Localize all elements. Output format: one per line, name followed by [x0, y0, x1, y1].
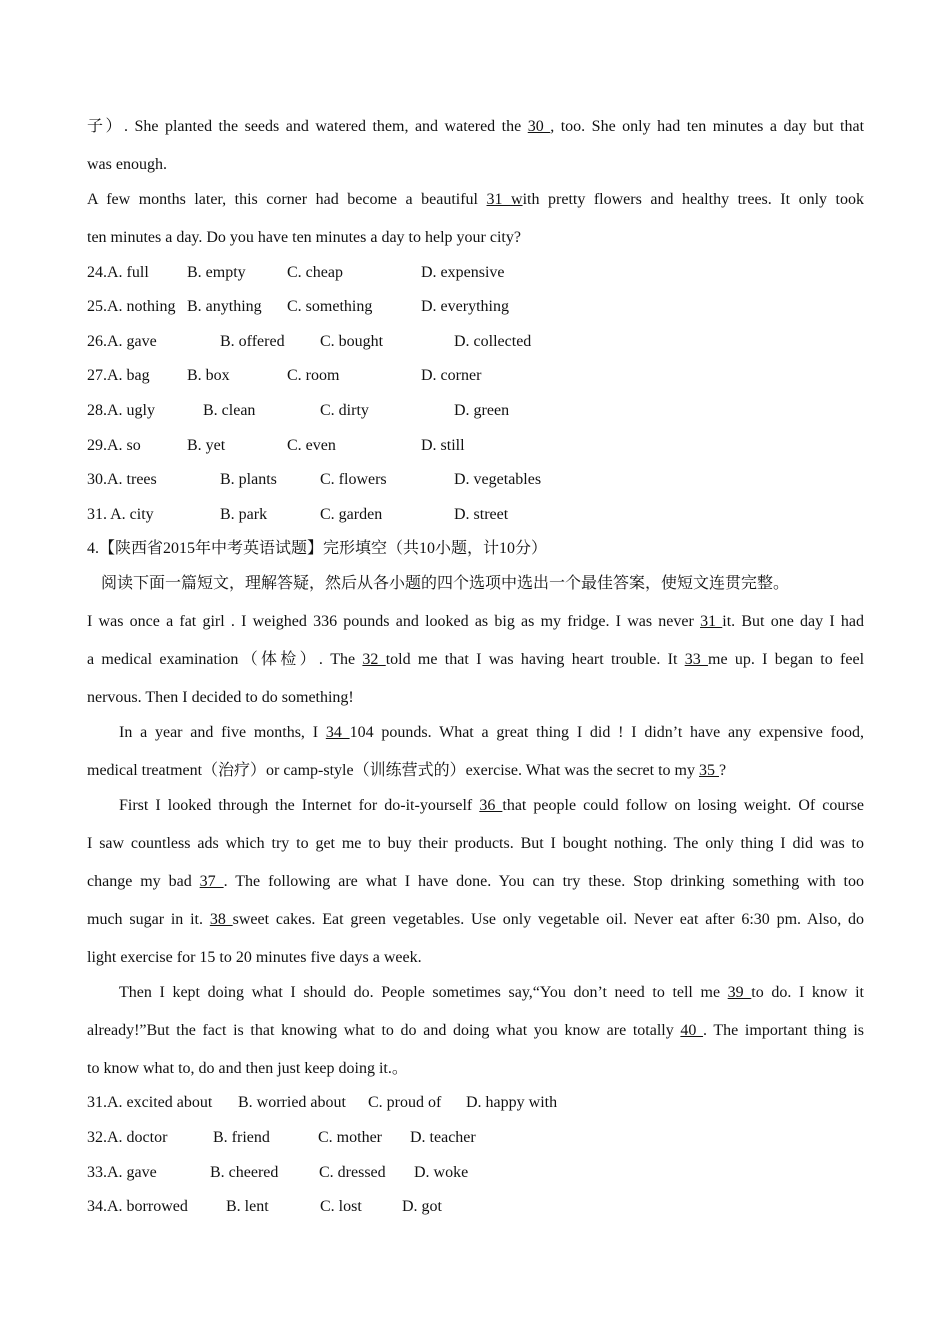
- option-c: C. cheap: [287, 264, 343, 281]
- option-c: C. dirty: [320, 402, 369, 419]
- option-a: 28.A. ugly: [87, 402, 155, 419]
- option-b: B. lent: [226, 1198, 269, 1215]
- passage2-line: [119, 983, 864, 1003]
- option-b: B. empty: [187, 264, 246, 281]
- section-instruction: 阅读下面一篇短文，理解答疑，然后从各小题的四个选项中选出一个最佳答案，使短文连贯完整。: [101, 575, 790, 592]
- passage1-line: ten minutes a day. Do you have ten minutes a day to help your city?: [87, 229, 521, 246]
- passage-text: 子）. She planted the seeds and watered them, and watered the: [87, 118, 528, 135]
- option-d: D. woke: [414, 1164, 469, 1181]
- passage2-line: to know what to, do and then just keep doing it.。: [87, 1060, 408, 1077]
- option-c: C. lost: [320, 1198, 362, 1215]
- option-d: D. still: [421, 437, 465, 454]
- option-c: C. something: [287, 298, 373, 315]
- option-d: D. got: [402, 1198, 442, 1215]
- section-heading: 4.【陕西省2015年中考英语试题】完形填空（共10小题，计10分）: [87, 540, 548, 557]
- option-a: 30.A. trees: [87, 471, 157, 488]
- option-a: 32.A. doctor: [87, 1129, 168, 1146]
- passage-text: , too. She only had ten minutes a day but that: [550, 118, 865, 135]
- passage-text: much sugar in it.: [87, 911, 210, 928]
- option-d: D. vegetables: [454, 471, 542, 488]
- passage-text: . The important thing is: [703, 1022, 865, 1039]
- passage-text: medical treatment（治疗）or camp-style（训练营式的）exercise. What was the secret to my: [87, 762, 699, 779]
- option-c: C. proud of: [368, 1094, 442, 1111]
- option-row: [87, 332, 787, 352]
- passage-text: A few months later, this corner had become a beautiful: [87, 191, 487, 208]
- option-a: 27.A. bag: [87, 367, 150, 384]
- blank-36: 36: [479, 797, 503, 814]
- blank-40: 40: [680, 1022, 704, 1039]
- option-b: B. offered: [220, 333, 285, 350]
- blank-30: 30: [527, 118, 551, 135]
- option-a: 31.A. excited about: [87, 1094, 213, 1111]
- option-d: D. everything: [421, 298, 509, 315]
- option-b: B. yet: [187, 437, 226, 454]
- passage-text: that people could follow on losing weight. Of course: [502, 797, 865, 814]
- option-b: B. box: [187, 367, 230, 384]
- passage2-line: I saw countless ads which try to get me to buy their products. But I bought nothing. The only thing I did was to: [87, 835, 864, 852]
- passage2-line: [119, 796, 864, 816]
- option-row: [87, 1163, 787, 1183]
- passage-text: Then I kept doing what I should do. People sometimes say,“You don’t need to tell me: [119, 984, 728, 1001]
- passage-text: told me that I was having heart trouble. It: [385, 651, 685, 668]
- option-a: 31. A. city: [87, 506, 154, 523]
- option-row: [87, 366, 787, 386]
- blank-37: 37: [199, 873, 224, 890]
- blank-32: 32: [362, 651, 386, 668]
- option-d: D. street: [454, 506, 509, 523]
- option-c: C. mother: [318, 1129, 382, 1146]
- option-d: D. expensive: [421, 264, 505, 281]
- option-row: [87, 1128, 787, 1148]
- passage-text: 104 pounds. What a great thing I did ! I didn’t have any expensive food,: [349, 724, 865, 741]
- passage-text: a medical examination（体检）. The: [87, 651, 363, 668]
- passage-text: it. But one day I had: [722, 613, 865, 630]
- passage2-line: light exercise for 15 to 20 minutes five days a week.: [87, 949, 422, 966]
- option-c: C. room: [287, 367, 340, 384]
- option-b: B. worried about: [238, 1094, 346, 1111]
- passage2-line: [87, 650, 864, 670]
- option-a: 34.A. borrowed: [87, 1198, 188, 1215]
- passage-text: to do. I know it: [751, 984, 864, 1001]
- passage-text: sweet cakes. Eat green vegetables. Use only vegetable oil. Never eat after 6:30 pm. Also, do: [232, 911, 865, 928]
- option-d: D. collected: [454, 333, 532, 350]
- blank-31: 31 w: [486, 191, 523, 208]
- option-row: [87, 436, 787, 456]
- passage-text: me up. I began to feel: [708, 651, 865, 668]
- option-a: 24.A. full: [87, 264, 149, 281]
- option-c: C. bought: [320, 333, 384, 350]
- passage-text: I was once a fat girl . I weighed 336 pounds and looked as big as my fridge. I was never: [87, 613, 701, 630]
- option-row: [87, 470, 787, 490]
- passage-text: ith pretty flowers and healthy trees. It only took: [522, 191, 864, 208]
- option-b: B. friend: [213, 1129, 270, 1146]
- blank-31: 31: [700, 613, 723, 630]
- passage-text: In a year and five months, I: [119, 724, 326, 741]
- option-b: B. cheered: [210, 1164, 279, 1181]
- option-b: B. park: [220, 506, 268, 523]
- option-c: C. garden: [320, 506, 383, 523]
- option-b: B. clean: [203, 402, 256, 419]
- passage-text: already!”But the fact is that knowing what to do and doing what you know are totally: [87, 1022, 681, 1039]
- option-row: [87, 505, 787, 525]
- option-a: 29.A. so: [87, 437, 141, 454]
- passage2-line: [87, 872, 864, 892]
- option-d: D. corner: [421, 367, 482, 384]
- blank-39: 39: [727, 984, 752, 1001]
- option-row: [87, 1093, 787, 1113]
- option-a: 26.A. gave: [87, 333, 157, 350]
- passage2-line: nervous. Then I decided to do something!: [87, 689, 354, 706]
- passage1-line: [87, 190, 864, 210]
- passage-text: . The following are what I have done. You can try these. Stop drinking something with too: [223, 873, 864, 890]
- blank-35: 35: [698, 762, 719, 779]
- passage2-line: [119, 723, 864, 743]
- passage2-line: [87, 612, 864, 632]
- passage1-line: was enough.: [87, 156, 167, 173]
- option-c: C. even: [287, 437, 336, 454]
- option-row: [87, 297, 787, 317]
- option-row: [87, 263, 787, 283]
- passage2-line: [87, 910, 864, 930]
- option-d: D. green: [454, 402, 510, 419]
- passage2-line: [87, 761, 726, 781]
- blank-38: 38: [209, 911, 233, 928]
- option-row: [87, 401, 787, 421]
- option-row: [87, 1197, 787, 1217]
- option-c: C. dressed: [319, 1164, 386, 1181]
- blank-34: 34: [325, 724, 350, 741]
- option-c: C. flowers: [320, 471, 387, 488]
- blank-33: 33: [684, 651, 709, 668]
- option-b: B. anything: [187, 298, 262, 315]
- option-b: B. plants: [220, 471, 277, 488]
- passage-text: First I looked through the Internet for do-it-yourself: [119, 797, 480, 814]
- passage2-line: [87, 1021, 864, 1041]
- option-d: D. teacher: [410, 1129, 476, 1146]
- passage-text: change my bad: [87, 873, 200, 890]
- option-d: D. happy with: [466, 1094, 558, 1111]
- passage1-line: [87, 117, 864, 137]
- option-a: 33.A. gave: [87, 1164, 157, 1181]
- passage-text: ?: [718, 762, 727, 779]
- option-a: 25.A. nothing: [87, 298, 176, 315]
